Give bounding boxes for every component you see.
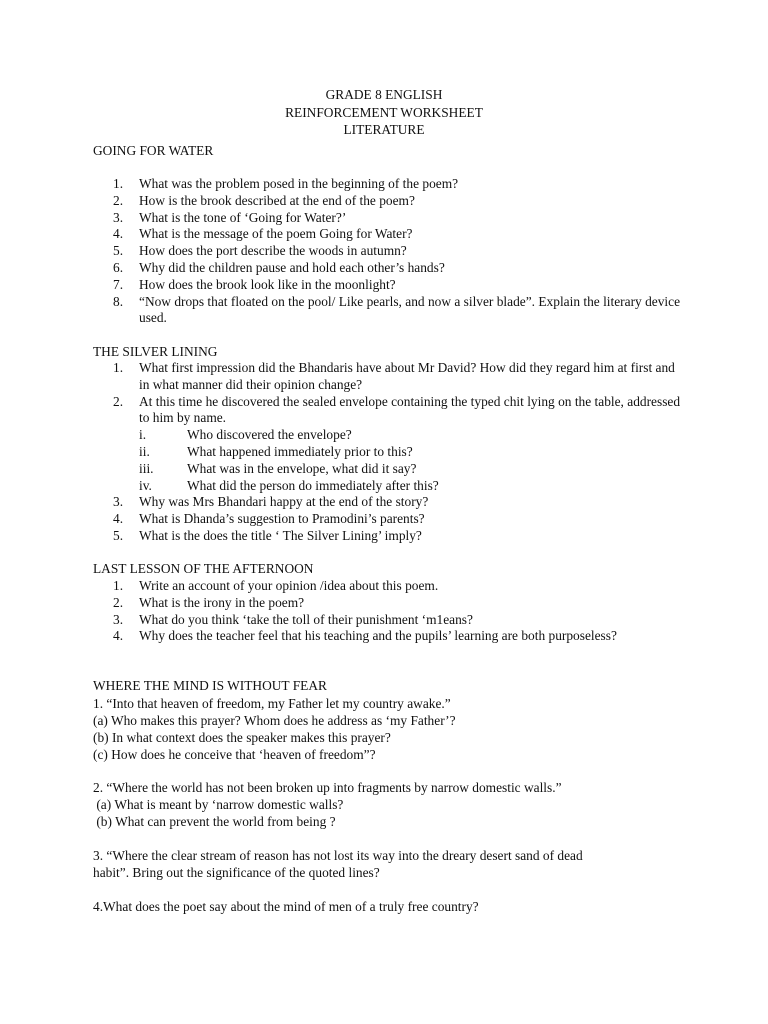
question-item: 5. How does the port describe the woods in autumn? (113, 243, 407, 259)
question-item: 2. How is the brook described at the end of the poem? (113, 192, 415, 208)
section-title-silver-lining: THE SILVER LINING (93, 344, 218, 359)
mind-question-3-block (93, 847, 683, 881)
question-item: 3. What do you think ‘take the toll of their punishment ‘m1eans? (113, 611, 473, 627)
question-line: (b) What can prevent the world from being ? (93, 814, 336, 829)
question-line: 3. “Where the clear stream of reason has not lost its way into the dreary desert sand of dead (93, 848, 583, 863)
section-title-going-for-water: GOING FOR WATER (93, 143, 214, 158)
question-item: 4. What is the message of the poem Going for Water? (113, 226, 413, 242)
question-item: 1. Write an account of your opinion /idea about this poem. (113, 578, 439, 593)
section-title-last-lesson: LAST LESSON OF THE AFTERNOON (93, 561, 314, 576)
question-item: 4. Why does the teacher feel that his teaching and the pupils’ learning are both purposeless? (113, 628, 617, 644)
question-line: (a) Who makes this prayer? Whom does he address as ‘my Father’? (93, 713, 456, 728)
question-item: 2. What is the irony in the poem? (113, 594, 305, 610)
question-item: 1. What was the problem posed in the beginning of the poem? (113, 176, 459, 191)
question-line: (a) What is meant by ‘narrow domestic walls? (93, 797, 344, 812)
section-title-mind-without-fear: WHERE THE MIND IS WITHOUT FEAR (93, 678, 327, 693)
question-item: 3. What is the tone of ‘Going for Water?’ (113, 209, 347, 225)
question-line: 1. “Into that heaven of freedom, my Father let my country awake.” (93, 696, 451, 711)
question-item: 4. What is Dhanda’s suggestion to Pramodini’s parents? (113, 511, 425, 527)
question-item: 8. “Now drops that floated on the pool/ Like pearls, and now a silver blade”. Explain the literary device used. (113, 293, 681, 326)
sub-question-item: i. Who discovered the envelope? (139, 427, 352, 443)
sub-question-list (139, 427, 683, 494)
question-line: 4.What does the poet say about the mind of men of a truly free country? (93, 899, 479, 914)
question-item: 3. Why was Mrs Bhandari happy at the end of the story? (113, 494, 429, 510)
sub-question-item: iii. What was in the envelope, what did it say? (139, 460, 417, 476)
question-item: 5. What is the does the title ‘ The Silver Lining’ imply? (113, 527, 422, 543)
subject-title: LITERATURE (343, 122, 425, 137)
question-item: 7. How does the brook look like in the moonlight? (113, 276, 396, 292)
going-for-water-questions (93, 176, 683, 327)
silver-lining-questions (93, 360, 683, 545)
last-lesson-questions (93, 578, 683, 645)
question-line: (c) How does he conceive that ‘heaven of freedom”? (93, 747, 376, 762)
question-item: 2. At this time he discovered the sealed envelope containing the typed chit lying on the table, addressed to him by name. i. Who discovered the envelope? ii. What happened immediately prior to this? iii. What was in the envelope, what did it say? iv. What did the person do immediately after this? (93, 394, 683, 495)
sub-question-item: ii. What happened immediately prior to this? (139, 443, 413, 459)
worksheet-header (0, 86, 768, 139)
question-line: 2. “Where the world has not been broken up into fragments by narrow domestic walls.” (93, 780, 562, 795)
question-item: 1. What first impression did the Bhandaris have about Mr David? How did they regard him at first and in what manner did their opinion change? (113, 360, 675, 392)
grade-title: GRADE 8 ENGLISH (325, 87, 443, 102)
mind-question-1-block (93, 695, 683, 763)
worksheet-title: REINFORCEMENT WORKSHEET (285, 104, 483, 120)
question-item: 6. Why did the children pause and hold each other’s hands? (113, 259, 445, 275)
mind-question-4-block (93, 898, 683, 915)
question-line: habit”. Bring out the significance of the quoted lines? (93, 865, 380, 880)
mind-question-2-block (93, 779, 683, 830)
question-line: (b) In what context does the speaker makes this prayer? (93, 730, 391, 745)
sub-question-item: iv. What did the person do immediately after this? (139, 477, 439, 493)
